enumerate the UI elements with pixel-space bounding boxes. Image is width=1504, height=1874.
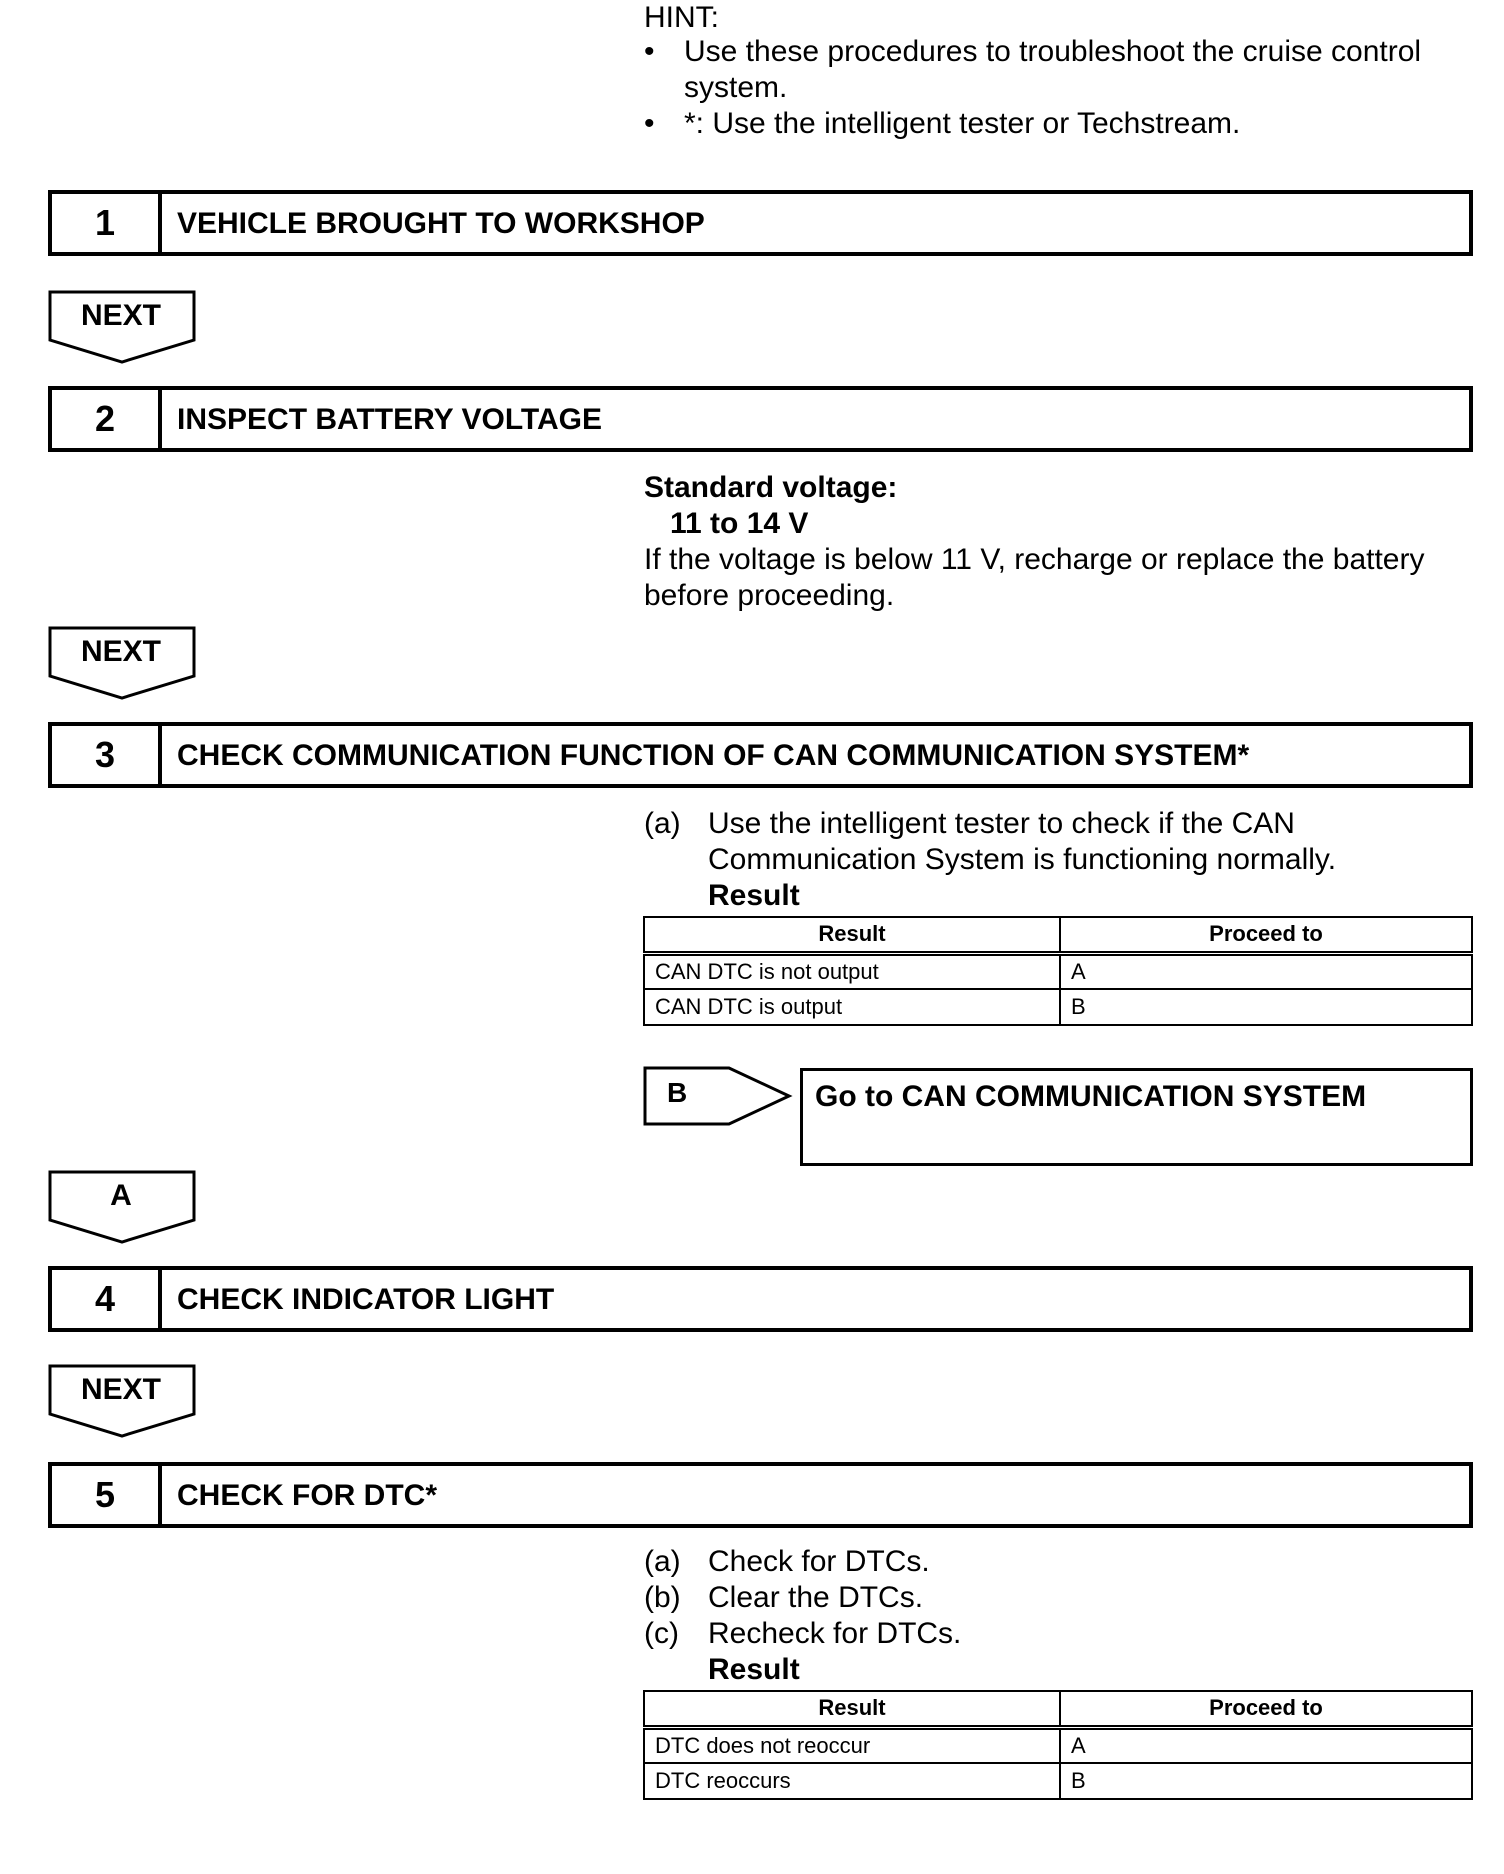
hint-title: HINT: bbox=[644, 1, 719, 34]
next-arrow bbox=[48, 1364, 196, 1440]
next-arrow bbox=[48, 626, 196, 702]
result-label: Result bbox=[708, 879, 800, 912]
step-title: CHECK INDICATOR LIGHT bbox=[177, 1283, 555, 1316]
column-header-proceed: Proceed to bbox=[1060, 1691, 1472, 1727]
step-5-result-table bbox=[643, 1690, 1473, 1800]
column-header-result: Result bbox=[644, 917, 1060, 953]
step-title: VEHICLE BROUGHT TO WORKSHOP bbox=[177, 207, 705, 240]
step-5-header bbox=[48, 1462, 1473, 1528]
branch-label: B bbox=[667, 1077, 688, 1108]
next-label: NEXT bbox=[80, 1373, 161, 1406]
step-5-item-a bbox=[644, 1544, 1474, 1580]
goto-can-box bbox=[800, 1068, 1473, 1166]
bullet-icon: • bbox=[644, 107, 655, 140]
table-header-row bbox=[644, 917, 1472, 953]
result-label: Result bbox=[708, 1653, 800, 1686]
table-cell: B bbox=[1060, 989, 1472, 1025]
step-title: CHECK FOR DTC* bbox=[177, 1479, 437, 1512]
next-arrow bbox=[48, 290, 196, 366]
table-header-row bbox=[644, 1691, 1472, 1727]
step-3-item-a bbox=[644, 806, 1474, 878]
next-label: NEXT bbox=[80, 635, 161, 668]
step-number: 3 bbox=[52, 726, 162, 784]
column-header-proceed: Proceed to bbox=[1060, 917, 1472, 953]
step-1-header bbox=[48, 190, 1473, 256]
item-text: Check for DTCs. bbox=[708, 1545, 930, 1578]
step-2-header bbox=[48, 386, 1473, 452]
step-title: CHECK COMMUNICATION FUNCTION OF CAN COMMUNICATION SYSTEM* bbox=[177, 739, 1250, 772]
right-arrow-shape bbox=[643, 1066, 793, 1126]
table-cell: DTC reoccurs bbox=[644, 1763, 1060, 1799]
standard-voltage-value: 11 to 14 V bbox=[670, 507, 809, 540]
item-letter: (c) bbox=[644, 1617, 679, 1650]
bullet-icon: • bbox=[644, 35, 655, 68]
step-number: 2 bbox=[52, 390, 162, 448]
step-title: INSPECT BATTERY VOLTAGE bbox=[177, 403, 603, 436]
branch-b-arrow bbox=[643, 1066, 793, 1126]
step-3-result-table bbox=[643, 916, 1473, 1026]
step-number: 1 bbox=[52, 194, 162, 252]
table-cell: CAN DTC is not output bbox=[644, 953, 1060, 989]
item-text: Use the intelligent tester to check if the CAN Communication System is functioning normally. bbox=[708, 807, 1337, 876]
step-4-header bbox=[48, 1266, 1473, 1332]
item-text: Recheck for DTCs. bbox=[708, 1617, 962, 1650]
table-cell: B bbox=[1060, 1763, 1472, 1799]
hint-item: • *: Use the intelligent tester or Techstream. bbox=[644, 107, 1241, 140]
table-row bbox=[644, 953, 1472, 989]
item-letter: (b) bbox=[644, 1581, 681, 1614]
column-header-result: Result bbox=[644, 1691, 1060, 1727]
goto-text: Go to CAN COMMUNICATION SYSTEM bbox=[815, 1080, 1367, 1113]
battery-note: If the voltage is below 11 V, recharge or replace the battery before proceeding. bbox=[644, 543, 1425, 612]
table-row bbox=[644, 989, 1472, 1025]
item-letter: (a) bbox=[644, 807, 681, 840]
step-number: 4 bbox=[52, 1270, 162, 1328]
a-label: A bbox=[110, 1179, 132, 1212]
item-letter: (a) bbox=[644, 1545, 681, 1578]
next-label: NEXT bbox=[80, 299, 161, 332]
table-cell: DTC does not reoccur bbox=[644, 1727, 1060, 1763]
step-3-header bbox=[48, 722, 1473, 788]
table-row bbox=[644, 1763, 1472, 1799]
table-cell: A bbox=[1060, 953, 1472, 989]
step-number: 5 bbox=[52, 1466, 162, 1524]
table-cell: CAN DTC is output bbox=[644, 989, 1060, 1025]
hint-list bbox=[644, 34, 1484, 142]
hint-item: • Use these procedures to troubleshoot the cruise control system. bbox=[644, 35, 1422, 104]
step-5-item-b bbox=[644, 1580, 1474, 1616]
item-text: Clear the DTCs. bbox=[708, 1581, 924, 1614]
table-cell: A bbox=[1060, 1727, 1472, 1763]
standard-voltage-label: Standard voltage: bbox=[644, 471, 898, 504]
step-5-item-c bbox=[644, 1616, 1474, 1652]
a-arrow bbox=[48, 1170, 196, 1246]
table-row bbox=[644, 1727, 1472, 1763]
